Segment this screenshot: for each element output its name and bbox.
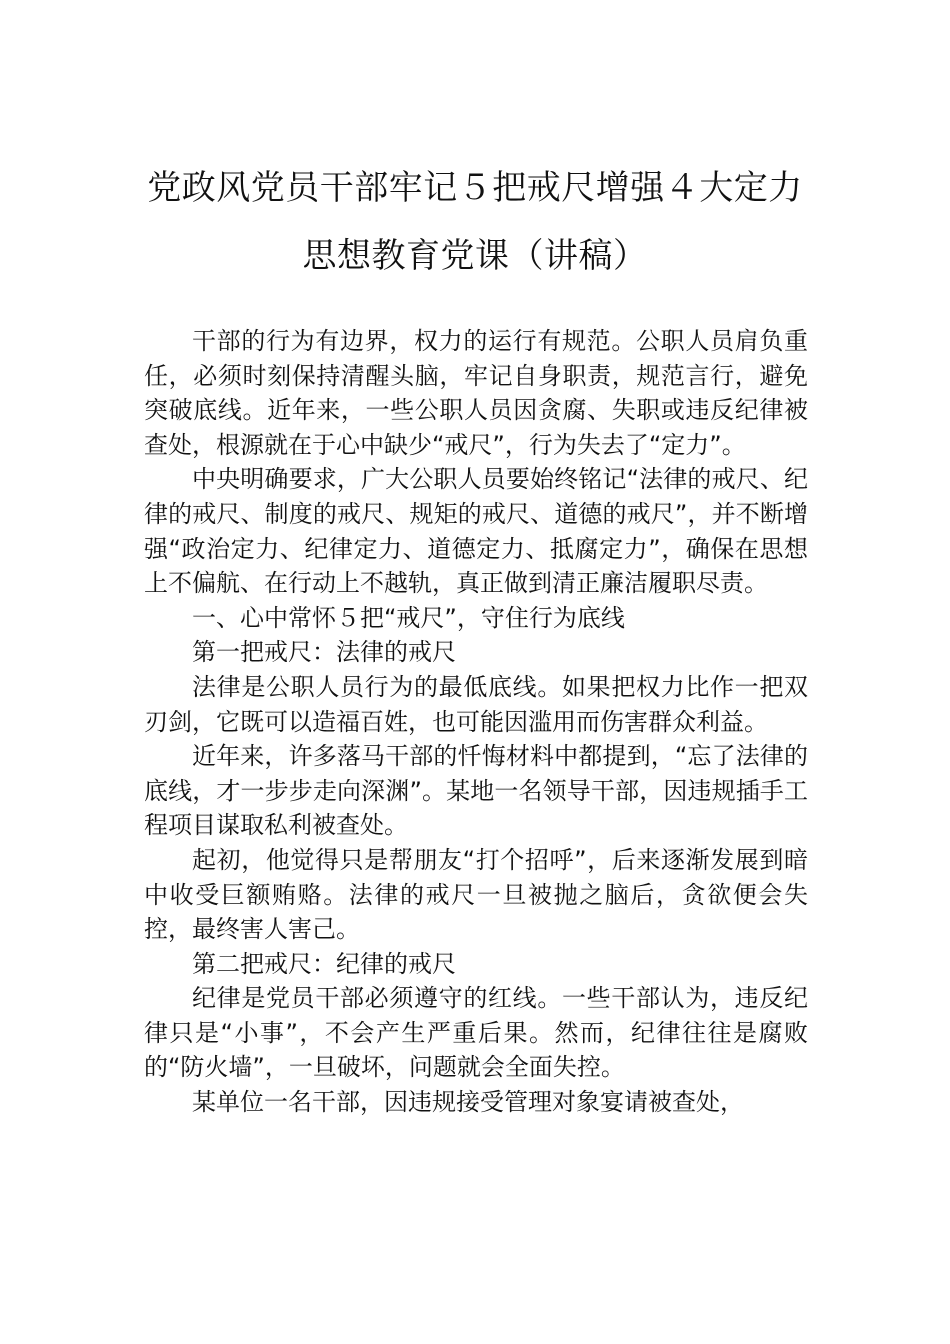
subsection-heading: 第二把戒尺：纪律的戒尺 [192,949,456,978]
body-paragraph: 近年来，许多落马干部的忏悔材料中都提到，“忘了法律的底线，才一步步走向深渊”。某地一名领导干部，因违规插手工程项目谋取私利被查处。 [144,742,808,840]
subsection-heading: 第一把戒尺：法律的戒尺 [192,638,456,667]
document-title-line-1: 党政风党员干部牢记５把戒尺增强４大定力 [147,168,803,208]
body-paragraph: 干部的行为有边界，权力的运行有规范。公职人员肩负重任，必须时刻保持清醒头脑，牢记自身职责，规范言行，避免突破底线。近年来，一些公职人员因贪腐、失职或违反纪律被查处，根源就在于心中缺少“戒尺”，行为失去了“定力”。 [144,327,808,459]
body-paragraph: 某单位一名干部，因违规接受管理对象宴请被查处， [192,1088,744,1117]
body-paragraph: 中央明确要求，广大公职人员要始终铭记“法律的戒尺、纪律的戒尺、制度的戒尺、规矩的戒尺、道德的戒尺”，并不断增强“政治定力、纪律定力、道德定力、抵腐定力”，确保在思想上不偏航、在行动上不越轨，真正做到清正廉洁履职尽责。 [144,465,808,598]
body-paragraph: 纪律是党员干部必须遵守的红线。一些干部认为，违反纪律只是“小事”，不会产生严重后果。然而，纪律往往是腐败的“防火墙”，一旦破坏，问题就会全面失控。 [144,984,808,1082]
document-title-line-2: 思想教育党课（讲稿） [302,236,648,276]
section-heading: 一、心中常怀５把“戒尺”，守住行为底线 [192,603,625,632]
document-body [144,324,808,1120]
body-paragraph: 起初，他觉得只是帮朋友“打个招呼”，后来逐渐发展到暗中收受巨额贿赂。法律的戒尺一旦被抛之脑后，贪欲便会失控，最终害人害己。 [144,845,808,944]
body-paragraph: 法律是公职人员行为的最低底线。如果把权力比作一把双刃剑，它既可以造福百姓，也可能因滥用而伤害群众利益。 [144,672,808,736]
